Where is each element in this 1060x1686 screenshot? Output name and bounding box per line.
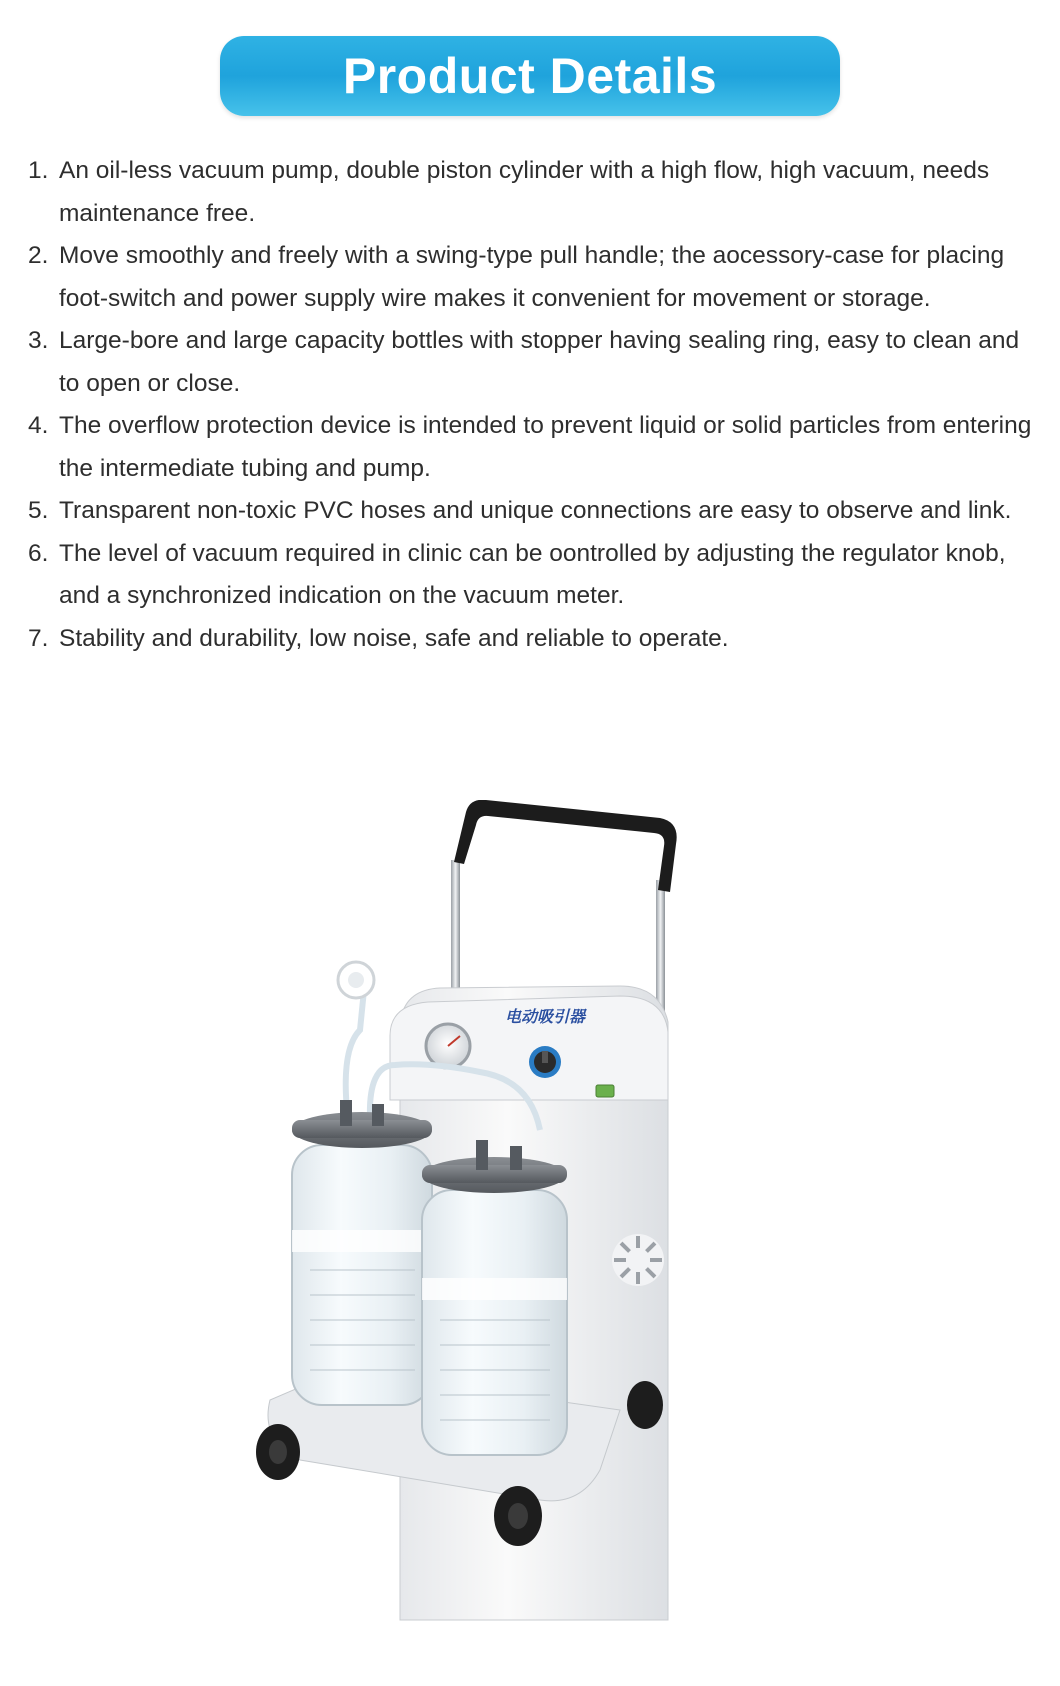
- list-item-number: 4.: [28, 412, 49, 439]
- list-item: [28, 235, 1038, 320]
- page-title: Product Details: [342, 48, 718, 104]
- product-image: [240, 800, 740, 1660]
- product-details-header: [220, 36, 840, 116]
- list-item-text: Stability and durability, low noise, safe and reliable to operate.: [59, 624, 729, 652]
- list-item: [28, 320, 1038, 405]
- list-item-text: Move smoothly and freely with a swing-type pull handle; the aocessory-case for placing foot-switch and power supply wire makes it convenient for movement or storage.: [59, 242, 1005, 312]
- list-item: [28, 150, 1038, 235]
- pull-handle-icon: [454, 800, 677, 892]
- list-item-text: Transparent non-toxic PVC hoses and unique connections are easy to observe and link.: [59, 497, 1012, 524]
- list-item-number: 3.: [28, 327, 49, 354]
- list-item-number: 6.: [28, 539, 49, 567]
- list-item-text: Large-bore and large capacity bottles with stopper having sealing ring, easy to clean and to open or close.: [59, 327, 1020, 397]
- vent-icon: [612, 1234, 664, 1286]
- list-item-text: The overflow protection device is intended to prevent liquid or solid particles from entering the intermediate tubing and pump.: [59, 412, 1032, 482]
- list-item: [28, 405, 1038, 490]
- panel-label: 电动吸引器: [504, 1007, 586, 1026]
- power-switch-icon: [596, 1085, 614, 1097]
- suction-apparatus-illustration: [240, 800, 740, 1660]
- list-item-number: 5.: [28, 497, 49, 524]
- collection-bottle-left: [292, 1100, 432, 1405]
- list-item-number: 1.: [28, 157, 49, 184]
- list-item-text: The level of vacuum required in clinic can be oontrolled by adjusting the regulator knob, and a synchronized indication on the vacuum meter.: [59, 539, 1006, 609]
- list-item: [28, 490, 1038, 533]
- list-item-number: 2.: [28, 242, 49, 269]
- collection-bottle-right: [422, 1140, 567, 1455]
- list-item-number: 7.: [28, 624, 49, 652]
- list-item: [28, 618, 1038, 661]
- product-details-list: [28, 150, 1038, 660]
- list-item: [28, 533, 1038, 618]
- list-item-text: An oil-less vacuum pump, double piston cylinder with a high flow, high vacuum, needs maintenance free.: [59, 157, 990, 227]
